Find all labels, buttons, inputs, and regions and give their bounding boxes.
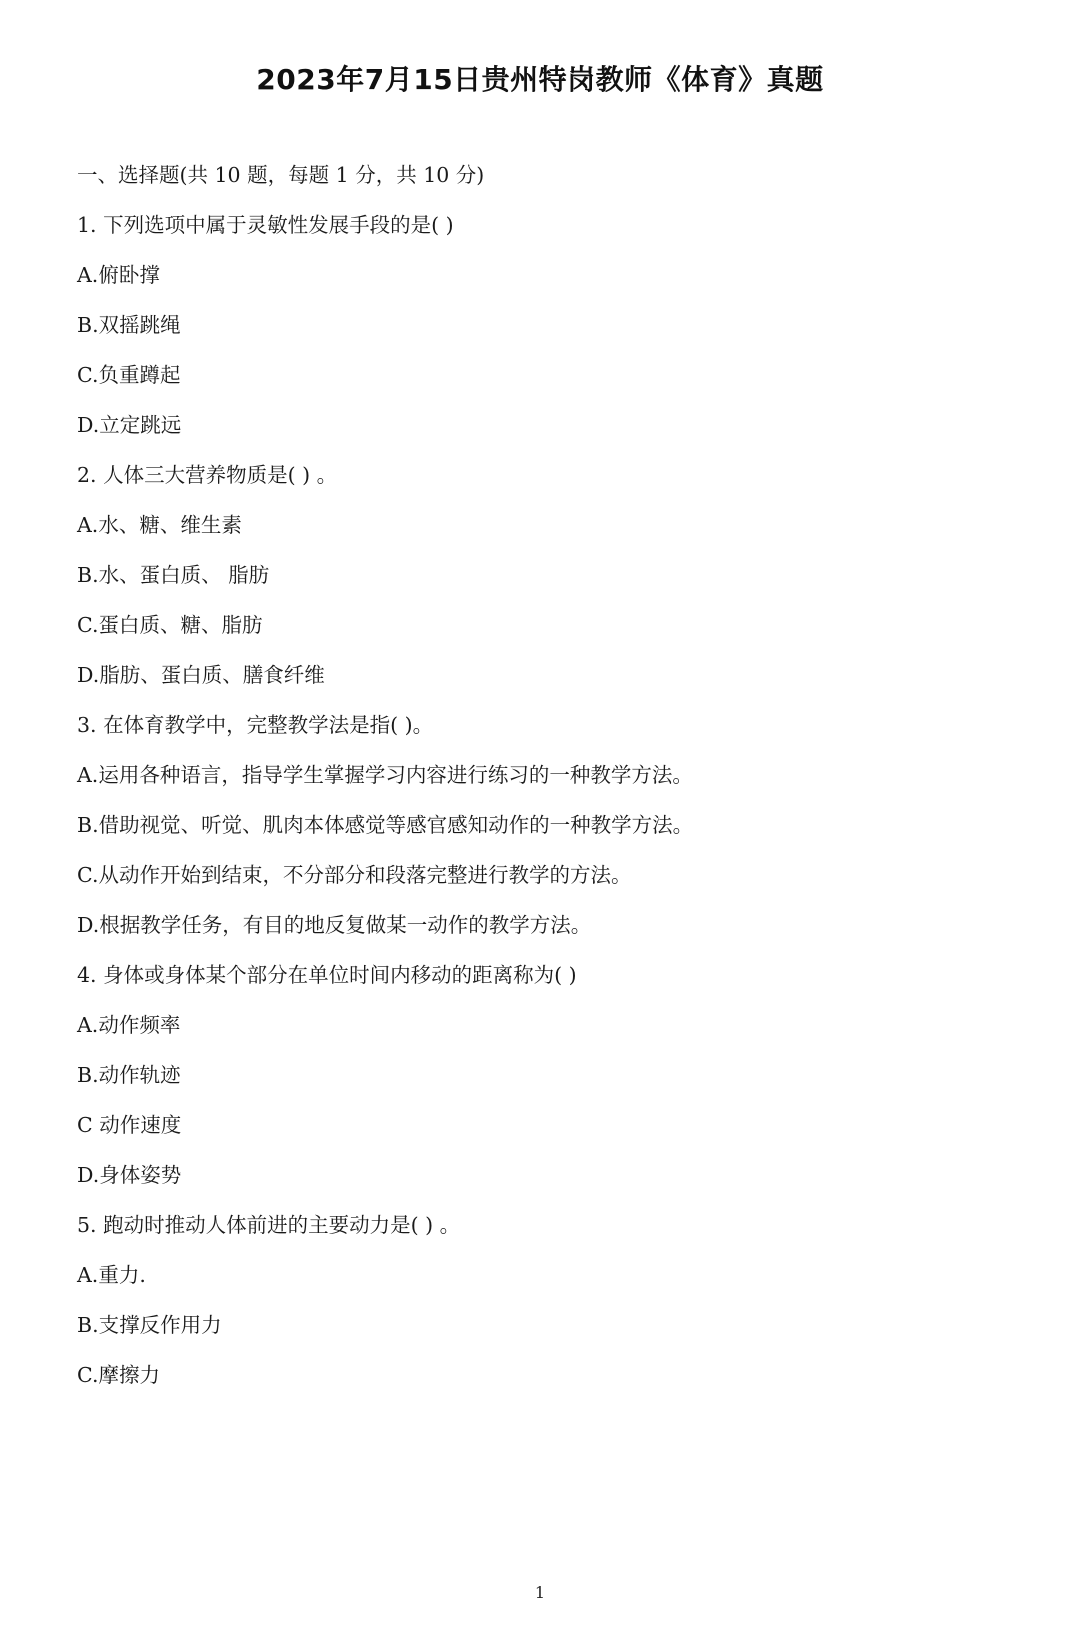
question-stem: 5. 跑动时推动人体前进的主要动力是( ) 。 [77, 1213, 461, 1237]
option: C.从动作开始到结束，不分部分和段落完整进行教学的方法。 [77, 863, 632, 887]
option: B.动作轨迹 [77, 1063, 181, 1087]
option: C.负重蹲起 [77, 363, 181, 387]
option: B.双摇跳绳 [77, 313, 181, 337]
question-list [77, 160, 1037, 1410]
option: B.支撑反作用力 [77, 1313, 222, 1337]
option: A.水、糖、维生素 [77, 513, 242, 537]
section-heading: 一、选择题(共 10 题，每题 1 分，共 10 分) [77, 163, 485, 187]
option: D.身体姿势 [77, 1163, 182, 1187]
question-stem: 2. 人体三大营养物质是( ) 。 [77, 463, 338, 487]
question-stem: 1. 下列选项中属于灵敏性发展手段的是( ) [77, 213, 454, 237]
option: D.立定跳远 [77, 413, 182, 437]
option: A.运用各种语言，指导学生掌握学习内容进行练习的一种教学方法。 [77, 763, 693, 787]
option: D.根据教学任务，有目的地反复做某一动作的教学方法。 [77, 913, 592, 937]
option: C.摩擦力 [77, 1363, 160, 1387]
question-stem: 4. 身体或身体某个部分在单位时间内移动的距离称为( ) [77, 963, 577, 987]
page-title: 2023年7月15日贵州特岗教师《体育》真题 [256, 63, 824, 96]
option: A.俯卧撑 [77, 263, 160, 287]
option: A.动作频率 [77, 1013, 181, 1037]
option: D.脂肪、蛋白质、膳食纤维 [77, 663, 325, 687]
option: C 动作速度 [77, 1113, 182, 1137]
option: B.水、蛋白质、 脂肪 [77, 563, 270, 587]
option: A.重力. [77, 1263, 146, 1287]
page-number: 1 [534, 1583, 546, 1602]
option: B.借助视觉、听觉、肌肉本体感觉等感官感知动作的一种教学方法。 [77, 813, 694, 837]
question-stem: 3. 在体育教学中，完整教学法是指( )。 [77, 713, 434, 737]
option: C.蛋白质、糖、脂肪 [77, 613, 263, 637]
